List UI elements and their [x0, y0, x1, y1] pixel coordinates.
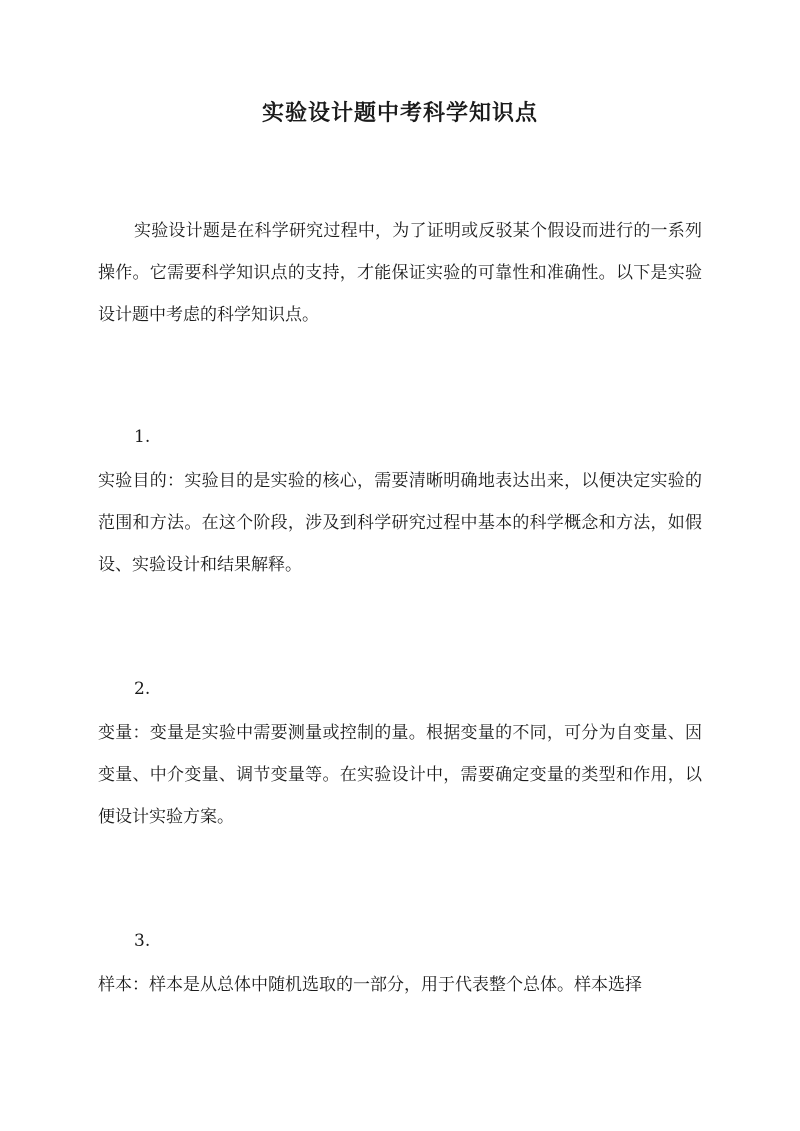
section-paragraph-1: 实验目的：实验目的是实验的核心，需要清晰明确地表达出来，以便决定实验的范围和方法。在这个阶段，涉及到科学研究过程中基本的科学概念和方法，如假设、实验设计和结果解释。	[98, 471, 702, 575]
document-title: 实验设计题中考科学知识点	[261, 100, 538, 126]
section-paragraph-3: 样本：样本是从总体中随机选取的一部分，用于代表整个总体。样本选择	[98, 975, 642, 995]
section-number-2: 2.	[134, 679, 151, 699]
section-paragraph-2: 变量：变量是实验中需要测量或控制的量。根据变量的不同，可分为自变量、因变量、中介变量、调节变量等。在实验设计中，需要确定变量的类型和作用，以便设计实验方案。	[98, 723, 702, 827]
section-number-3: 3.	[134, 931, 151, 951]
section-number-1: 1.	[134, 427, 151, 447]
intro-paragraph: 实验设计题是在科学研究过程中，为了证明或反驳某个假设而进行的一系列操作。它需要科学知识点的支持，才能保证实验的可靠性和准确性。以下是实验设计题中考虑的科学知识点。	[98, 221, 702, 325]
